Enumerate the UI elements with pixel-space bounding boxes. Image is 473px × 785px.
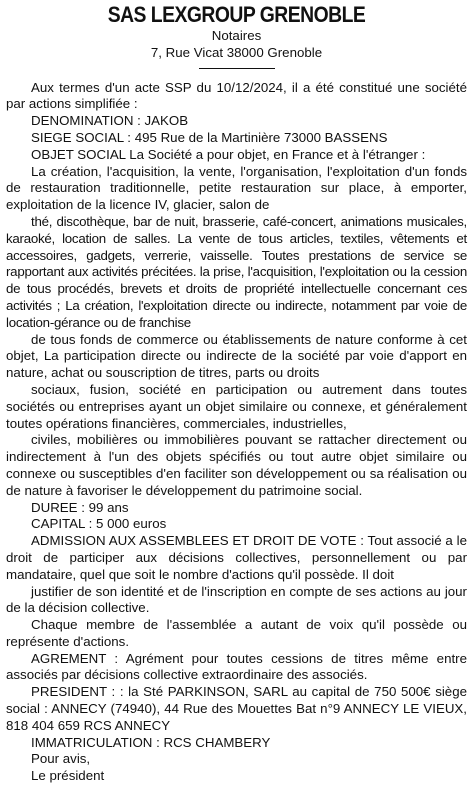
paragraph-duree: DUREE : 99 ans bbox=[31, 499, 129, 515]
paragraph-justifier: justifier de son identité et de l'inscription en compte de ses actions au jour de la décision collective. bbox=[6, 583, 467, 616]
paragraph-capital: CAPITAL : 5 000 euros bbox=[31, 516, 167, 532]
paragraph-objet-4: sociaux, fusion, société en participation ou autrement dans toutes sociétés ou entreprises ayant un objet similaire ou connexe, et généralement toutes opérations financières, commerciales, industrielles, bbox=[6, 381, 467, 431]
paragraph-objet-1: La création, l'acquisition, la vente, l'organisation, l'exploitation d'un fonds de restauration traditionnelle, petite restauration sur place, à emporter, exploitation de la licence IV, glacier, salon de bbox=[6, 163, 467, 213]
paragraph-immatriculation: IMMATRICULATION : RCS CHAMBERY bbox=[31, 734, 271, 750]
paragraph-pour-avis: Pour avis, bbox=[31, 751, 91, 767]
paragraph-voix: Chaque membre de l'assemblée a autant de voix qu'il possède ou représente d'actions. bbox=[6, 617, 467, 649]
company-name-title: SAS LEXGROUP GRENOBLE bbox=[107, 2, 366, 27]
paragraph-objet-5: civiles, mobilières ou immobilières pouvant se rattacher directement ou indirectement à l'un des objets spécifiés ou tout autre objet similaire ou connexe ou susceptibles d'en faciliter son développement ou sa réalisation ou de nature à favoriser le développement du patrimoine social. bbox=[6, 432, 467, 498]
paragraph-objet-3: de tous fonds de commerce ou établissements de nature conforme à cet objet, La participation directe ou indirecte de la société par voie d'apport en nature, achat ou souscription de titres, parts ou droits bbox=[6, 331, 467, 381]
paragraph-signature: Le président bbox=[31, 768, 105, 784]
header-address: 7, Rue Vicat 38000 Grenoble bbox=[150, 44, 323, 60]
paragraph-objet-social: OBJET SOCIAL La Société a pour objet, en France et à l'étranger : bbox=[31, 146, 426, 162]
paragraph-agrement: AGREMENT : Agrément pour toutes cessions de titres même entre associés par décisions collective extraordinaire des associés. bbox=[6, 650, 467, 683]
paragraph-denomination: DENOMINATION : JAKOB bbox=[31, 113, 189, 129]
paragraph-admission: ADMISSION AUX ASSEMBLEES ET DROIT DE VOTE : Tout associé a le droit de participer aux décisions collectives, personnellement ou par mandataire, quel que soit le nombre d'actions qu'il possède. Il doit bbox=[6, 533, 467, 582]
paragraph-objet-2: thé, discothèque, bar de nuit, brasserie, café-concert, animations musicales, karaoké, location de salles. La vente de tous articles, textiles, vêtements et accessoires, gadgets, verrerie, vaisselle. Toutes prestations de service se rapportant aux activités précitées. la prise, l'acquisition, l'exploitation ou la cession de tous procédés, brevets et droits de propriété intellectuelle concernant ces activités ; La création, l'exploitation directe ou indirecte, notamment par voie de location-gérance ou de franchise bbox=[6, 213, 467, 330]
paragraph-intro: Aux termes d'un acte SSP du 10/12/2024, il a été constitué une société par actions simplifiée : bbox=[6, 79, 467, 112]
paragraph-siege-social: SIEGE SOCIAL : 495 Rue de la Martinière 73000 BASSENS bbox=[31, 129, 388, 145]
header-divider bbox=[199, 68, 275, 69]
header-notaires: Notaires bbox=[211, 28, 262, 43]
paragraph-president: PRESIDENT : : la Sté PARKINSON, SARL au capital de 750 500€ siège social : ANNECY (74940), 44 Rue des Mouettes Bat n°9 ANNECY LE VIEUX, 818 404 659 RCS ANNECY bbox=[6, 684, 467, 733]
notice-body bbox=[6, 80, 467, 785]
